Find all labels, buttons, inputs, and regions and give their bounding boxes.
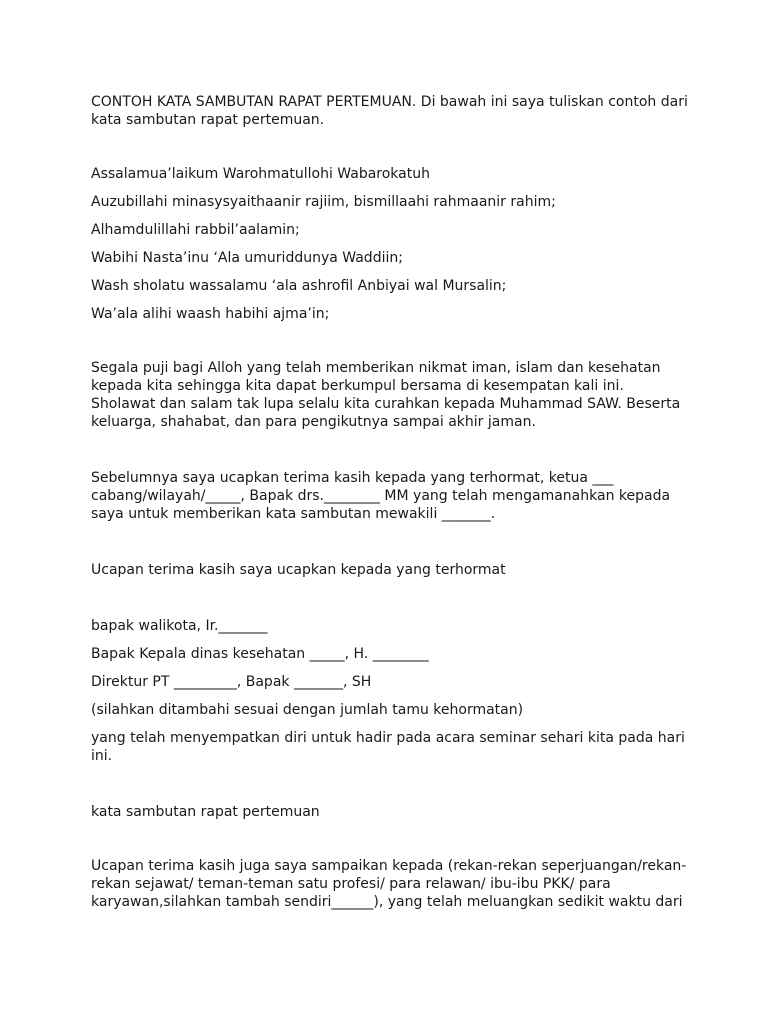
honored-guest-line: yang telah menyempatkan diri untuk hadir pada acara seminar sehari kita pada hari ini. — [91, 730, 685, 764]
honored-guest-line: Bapak Kepala dinas kesehatan _____, H. ________ — [91, 646, 429, 662]
thanks-heading: Ucapan terima kasih saya ucapkan kepada yang terhormat — [91, 562, 506, 578]
greeting-line: Auzubillahi minasysyaithaanir rajiim, bismillaahi rahmaanir rahim; — [91, 194, 556, 210]
intro-paragraph: CONTOH KATA SAMBUTAN RAPAT PERTEMUAN. Di bawah ini saya tuliskan contoh dari kata sambutan rapat pertemuan. — [91, 94, 688, 128]
honored-guest-line: bapak walikota, Ir._______ — [91, 618, 268, 634]
also-thanks-paragraph: Ucapan terima kasih juga saya sampaikan kepada (rekan-rekan seperjuangan/rekan-rekan sejawat/ teman-teman satu profesi/ para relawan/ ibu-ibu PKK/ para karyawan,silahkan tambah sendiri______), yang telah meluangkan sedikit waktu dari — [91, 858, 687, 910]
subheading: kata sambutan rapat pertemuan — [91, 804, 320, 820]
greeting-line: Wabihi Nasta’inu ‘Ala umuriddunya Waddiin; — [91, 250, 403, 266]
first-thanks-paragraph: Sebelumnya saya ucapkan terima kasih kepada yang terhormat, ketua ___ cabang/wilayah/_____, Bapak drs.________ MM yang telah mengamanahkan kepada saya untuk memberikan kata sambutan mewakili _______. — [91, 470, 671, 522]
greeting-line: Alhamdulillahi rabbil’aalamin; — [91, 222, 300, 238]
greeting-line: Assalamua’laikum Warohmatullohi Wabarokatuh — [91, 166, 430, 182]
greeting-line: Wa’ala alihi waash habihi ajma’in; — [91, 306, 330, 322]
greeting-line: Wash sholatu wassalamu ‘ala ashrofil Anbiyai wal Mursalin; — [91, 278, 507, 294]
document-body — [91, 93, 691, 911]
praise-paragraph: Segala puji bagi Alloh yang telah memberikan nikmat iman, islam dan kesehatan kepada kita sehingga kita dapat berkumpul bersama di kesempatan kali ini. Sholawat dan salam tak lupa selalu kita curahkan kepada Muhammad SAW. Beserta keluarga, shahabat, dan para pengikutnya sampai akhir jaman. — [91, 360, 681, 430]
honored-guest-line: (silahkan ditambahi sesuai dengan jumlah tamu kehormatan) — [91, 702, 524, 718]
honored-guest-line: Direktur PT _________, Bapak _______, SH — [91, 674, 372, 690]
